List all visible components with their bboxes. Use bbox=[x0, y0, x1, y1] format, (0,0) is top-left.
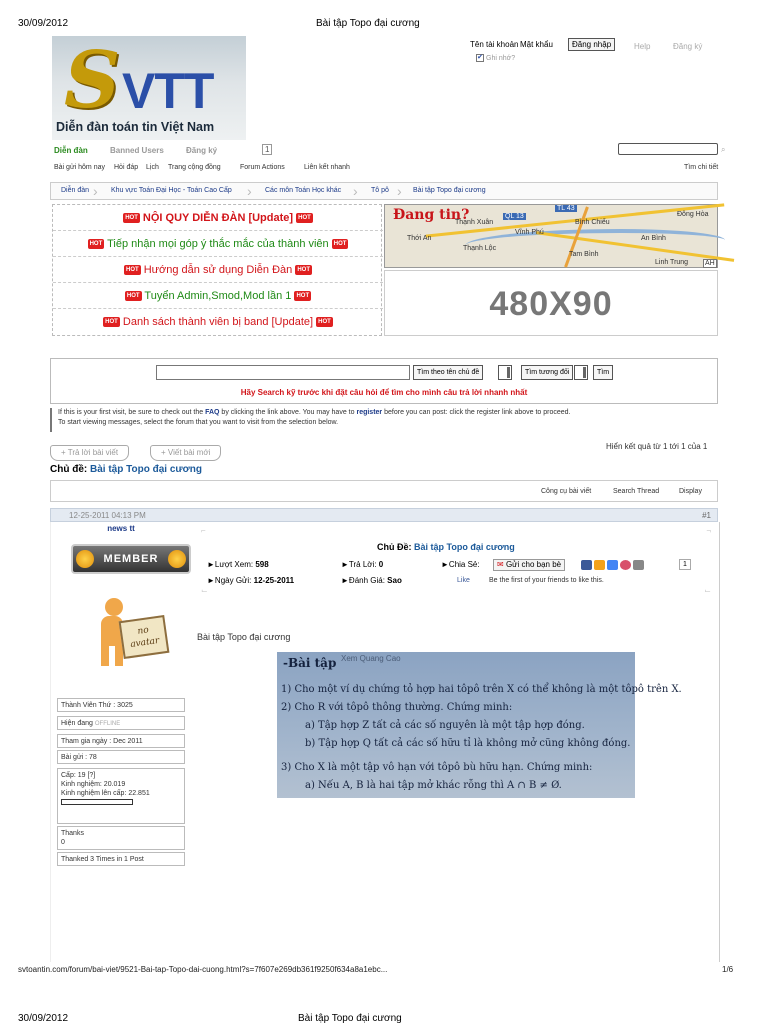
print-title: Bài tập Topo đại cương bbox=[298, 1013, 402, 1024]
announcement-text[interactable]: Hướng dẫn sử dụng Diễn Đàn bbox=[143, 264, 293, 276]
share-count: 1 bbox=[679, 559, 691, 570]
thanks-label: Thanks bbox=[61, 830, 84, 837]
road-sign: TL 43 bbox=[557, 205, 575, 212]
crumb-current-thread[interactable]: Bài tập Topo đại cương bbox=[413, 187, 486, 194]
banner-ad-placeholder[interactable]: 480X90 bbox=[384, 270, 718, 336]
facebook-like-text: Be the first of your friends to like this. bbox=[489, 577, 604, 584]
road-sign: QL 13 bbox=[505, 213, 524, 220]
hot-badge: HOT bbox=[296, 293, 310, 300]
post-username[interactable]: news tt bbox=[107, 524, 135, 533]
announcement-text[interactable]: NỘI QUY DIỄN ĐÀN [Update] bbox=[142, 212, 294, 224]
heart-icon[interactable] bbox=[620, 560, 631, 570]
facebook-like-button[interactable]: Like bbox=[457, 577, 470, 584]
exercise-image bbox=[277, 652, 682, 798]
rating-meta bbox=[341, 576, 402, 585]
search-thread-menu[interactable]: Search Thread bbox=[613, 488, 660, 495]
search-button[interactable]: Tìm bbox=[593, 365, 613, 380]
google-icon[interactable] bbox=[607, 560, 618, 570]
print-date: 30/09/2012 bbox=[18, 1013, 69, 1024]
thread-search-input[interactable] bbox=[156, 365, 410, 380]
announcement-text[interactable]: Danh sách thành viên bị band [Update] bbox=[122, 316, 314, 328]
share-label: ►Chia Sẻ: bbox=[441, 560, 480, 569]
nav-page-number[interactable]: 1 bbox=[262, 144, 272, 155]
remember-me[interactable] bbox=[476, 54, 515, 62]
first-visit-notice bbox=[50, 408, 718, 432]
announcement-recruit[interactable] bbox=[53, 283, 383, 309]
exercise-line: 1) Cho một ví dụ chứng tỏ hợp hai tôpô trên X có thể không là một tôpô trên X. bbox=[281, 684, 682, 695]
search-by-title-button[interactable]: Tìm theo tên chủ đề bbox=[413, 365, 483, 380]
corner-mark-icon: ⌙ bbox=[201, 586, 208, 595]
logo-wordmark: VTT bbox=[122, 63, 214, 119]
search-hint: Hãy Search kỹ trước khi đặt câu hỏi để tìm cho mình câu trả lời nhanh nhất bbox=[240, 388, 528, 397]
views-label: ►Lượt Xem: bbox=[207, 560, 254, 569]
no-avatar-sign: no avatar bbox=[119, 615, 170, 659]
corner-mark-icon: ¬ bbox=[706, 526, 711, 535]
crumb-topology[interactable]: Tô pô bbox=[371, 187, 389, 194]
bookmark-icon[interactable] bbox=[594, 560, 605, 570]
logo-tagline: Diễn đàn toán tin Việt Nam bbox=[56, 120, 215, 134]
avatar-figure-head bbox=[105, 598, 123, 616]
map-advertisement[interactable] bbox=[384, 204, 718, 268]
exercise-line: 2) Cho R với tôpô thông thường. Chứng minh: bbox=[281, 702, 513, 713]
subnav-calendar[interactable]: Lịch bbox=[146, 164, 159, 171]
site-logo[interactable] bbox=[52, 36, 246, 140]
notice-text: before you can post: click the register link above to proceed. bbox=[384, 409, 571, 416]
nav-forum[interactable]: Diễn đàn bbox=[54, 146, 88, 155]
quick-search-input[interactable] bbox=[618, 143, 718, 155]
announcement-rules[interactable] bbox=[53, 205, 383, 231]
send-to-friend-label: Gửi cho bạn bè bbox=[505, 560, 562, 569]
thread-tools-menu[interactable]: Công cụ bài viết bbox=[541, 488, 592, 495]
map-label: Vĩnh Phú bbox=[515, 229, 544, 236]
login-button[interactable]: Đăng nhập bbox=[568, 38, 615, 51]
result-count: Hiển kết quả từ 1 tới 1 của 1 bbox=[606, 442, 708, 451]
print-title: Bài tập Topo đại cương bbox=[316, 18, 420, 29]
print-page-number: 1/6 bbox=[722, 965, 734, 974]
subnav-advanced-search[interactable]: Tìm chi tiết bbox=[684, 164, 719, 171]
thread-title-label: Chủ đề: bbox=[50, 464, 88, 475]
logo-s-glyph: S bbox=[64, 35, 121, 126]
replies-meta bbox=[341, 560, 383, 569]
post-datetime: 12-25-2011 04:13 PM bbox=[69, 511, 146, 520]
avatar-figure-leg bbox=[101, 644, 109, 666]
announcement-text[interactable]: Tiếp nhận mọi góp ý thắc mắc của thành viên bbox=[107, 238, 329, 250]
chevron-right-icon: › bbox=[353, 183, 358, 199]
thanks-box bbox=[57, 826, 185, 850]
thread-title bbox=[50, 464, 202, 475]
announcement-guide[interactable] bbox=[53, 257, 383, 283]
exercise-line: a) Nếu A, B là hai tập mở khác rỗng thì A ∩ B ≠ Ø. bbox=[305, 780, 562, 791]
rating-value: Sao bbox=[387, 576, 402, 585]
announcement-banned[interactable] bbox=[53, 309, 383, 335]
member-number: Thành Viên Thứ : 3025 bbox=[57, 698, 185, 712]
join-date: Tham gia ngày : Dec 2011 bbox=[57, 734, 185, 748]
corner-mark-icon: ⌙ bbox=[704, 586, 711, 595]
rating-label: ►Đánh Giá: bbox=[341, 576, 385, 585]
image-ad-overlay[interactable]: Xem Quang Cao bbox=[341, 654, 401, 663]
status-label: Hiện đang bbox=[61, 720, 93, 727]
hot-badge: HOT bbox=[126, 267, 139, 274]
search-similar-button[interactable]: Tìm tương đối bbox=[521, 365, 573, 380]
date-value: 12-25-2011 bbox=[253, 576, 295, 585]
subnav-quick-links[interactable]: Liên kết nhanh bbox=[304, 164, 350, 171]
crumb-advanced-math[interactable]: Khu vực Toán Đại Học - Toán Cao Cấp bbox=[111, 187, 232, 194]
crumb-other-math[interactable]: Các môn Toán Học khác bbox=[265, 187, 342, 194]
thanked-count: Thanked 3 Times in 1 Post bbox=[57, 852, 185, 866]
first-visit-line-2: To start viewing messages, select the forum that you want to visit from the selection below. bbox=[58, 419, 339, 426]
search-similar-toggle[interactable] bbox=[574, 365, 588, 380]
announcement-text[interactable]: Tuyển Admin,Smod,Mod lần 1 bbox=[144, 290, 292, 302]
checkbox-icon[interactable]: ✔ bbox=[477, 54, 483, 61]
level-box bbox=[57, 768, 185, 824]
hot-badge: HOT bbox=[333, 241, 347, 248]
map-label: Thới An bbox=[407, 235, 432, 242]
online-status bbox=[57, 716, 185, 730]
corner-mark-icon: ⌐ bbox=[201, 526, 206, 535]
replies-value: 0 bbox=[378, 560, 384, 569]
reply-button[interactable]: + Trả lời bài viết bbox=[50, 445, 129, 461]
announcement-list bbox=[52, 204, 382, 336]
envelope-icon: ✉ bbox=[497, 560, 504, 569]
exercise-line: b) Tập hợp Q tất cả các số hữu tỉ là không mở cũng không đóng. bbox=[305, 738, 631, 749]
post-number[interactable]: #1 bbox=[702, 511, 711, 520]
hot-badge: HOT bbox=[126, 293, 140, 300]
thread-title-link[interactable]: Bài tập Topo đại cương bbox=[90, 464, 202, 475]
map-label: Thạnh Xuân bbox=[455, 219, 494, 226]
crumb-home[interactable]: Diễn đàn bbox=[61, 187, 90, 194]
map-label: Tam Bình bbox=[569, 251, 599, 258]
subnav-today-posts[interactable]: Bài gửi hôm nay bbox=[54, 164, 105, 171]
first-visit-line-1 bbox=[58, 408, 718, 418]
print-date: 30/09/2012 bbox=[18, 18, 69, 29]
print-icon[interactable] bbox=[633, 560, 644, 570]
post-header bbox=[50, 508, 718, 522]
xp-progress-bar bbox=[61, 799, 133, 805]
search-icon[interactable]: ⌕ bbox=[721, 145, 726, 154]
chevron-right-icon: › bbox=[247, 183, 252, 199]
hot-badge: HOT bbox=[105, 319, 118, 326]
exercise-heading: -Bài tập bbox=[283, 656, 337, 670]
post-topic-link[interactable]: Bài tập Topo đại cương bbox=[414, 542, 515, 552]
search-title-toggle[interactable] bbox=[498, 365, 512, 380]
post-content bbox=[197, 522, 717, 962]
post-topic-heading bbox=[377, 542, 515, 552]
register-link[interactable]: Đăng ký bbox=[673, 42, 703, 51]
subnav-faq[interactable]: Hỏi đáp bbox=[114, 164, 139, 171]
views-meta bbox=[207, 560, 269, 569]
username-label[interactable]: Tên tài khoản bbox=[470, 40, 519, 49]
member-rank-badge: MEMBER bbox=[71, 544, 191, 574]
hot-badge: HOT bbox=[125, 215, 138, 222]
breadcrumb bbox=[50, 182, 718, 200]
announcement-feedback[interactable] bbox=[53, 231, 383, 257]
map-label: Đông Hòa bbox=[677, 211, 709, 218]
notice-text: If this is your first visit, be sure to check out the bbox=[58, 409, 204, 416]
user-xp: Kinh nghiệm: 20.019 bbox=[61, 781, 126, 788]
print-header-next-page bbox=[18, 1013, 750, 1025]
post-count: Bài gửi : 78 bbox=[57, 750, 185, 764]
nav-banned-users[interactable]: Banned Users bbox=[110, 146, 164, 155]
hot-badge: HOT bbox=[297, 267, 310, 274]
user-level[interactable]: Cấp: 19 [?] bbox=[61, 772, 96, 779]
register-inline-link[interactable]: register bbox=[356, 409, 383, 416]
facebook-icon[interactable] bbox=[581, 560, 592, 570]
map-label: An Bình bbox=[641, 235, 666, 242]
road-sign: AH bbox=[705, 260, 715, 267]
replies-label: ►Trả Lời: bbox=[341, 560, 377, 569]
date-label: ►Ngày Gửi: bbox=[207, 576, 252, 585]
help-link[interactable]: Help bbox=[634, 42, 651, 51]
send-to-friend-button[interactable] bbox=[493, 559, 565, 571]
remember-label: Ghi nhớ? bbox=[486, 54, 516, 62]
hot-badge: HOT bbox=[89, 241, 103, 248]
post-body bbox=[50, 522, 720, 962]
thread-search-box bbox=[50, 358, 718, 404]
chevron-right-icon: › bbox=[397, 183, 402, 199]
views-value: 598 bbox=[255, 560, 269, 569]
thanks-count: 0 bbox=[61, 839, 65, 846]
print-header bbox=[18, 18, 750, 32]
display-menu[interactable]: Display bbox=[679, 488, 702, 495]
notice-text: by clicking the link above. You may have to bbox=[221, 409, 355, 416]
thread-tools-bar bbox=[50, 480, 718, 502]
date-meta bbox=[207, 576, 294, 585]
new-post-button[interactable]: + Viết bài mới bbox=[150, 445, 221, 461]
map-label: Bình Chiểu bbox=[575, 219, 610, 226]
post-topic-label: Chủ Đề: bbox=[377, 542, 412, 552]
nav-register[interactable]: Đăng ký bbox=[186, 146, 218, 155]
hot-badge: HOT bbox=[298, 215, 311, 222]
map-label: Linh Trung bbox=[655, 259, 689, 266]
map-label: Thạnh Lộc bbox=[463, 245, 497, 252]
hot-badge: HOT bbox=[318, 319, 331, 326]
subnav-forum-actions[interactable]: Forum Actions bbox=[240, 164, 285, 171]
map-title: Đang tin? bbox=[393, 207, 470, 223]
faq-link[interactable]: FAQ bbox=[205, 409, 220, 416]
user-xp-next: Kinh nghiệm lên cấp: 22.851 bbox=[61, 790, 150, 797]
subnav-community[interactable]: Trang cộng đồng bbox=[168, 164, 221, 171]
avatar[interactable] bbox=[71, 582, 191, 696]
exercise-line: 3) Cho X là một tập vô hạn với tôpô bù hữu hạn. Chứng minh: bbox=[281, 762, 593, 773]
exercise-line: a) Tập hợp Z tất cả các số nguyên là một tập hợp đóng. bbox=[305, 720, 585, 731]
password-label[interactable]: Mật khẩu bbox=[520, 40, 553, 49]
post-text: Bài tập Topo đại cương bbox=[197, 632, 291, 642]
status-offline: OFFLINE bbox=[94, 721, 121, 727]
print-footer-url: svtoantin.com/forum/bai-viet/9521-Bai-tap-Topo-dai-cuong.html?s=7f607e269db361f9250f634a8a1ebc... bbox=[18, 965, 388, 974]
chevron-right-icon: › bbox=[93, 183, 98, 199]
